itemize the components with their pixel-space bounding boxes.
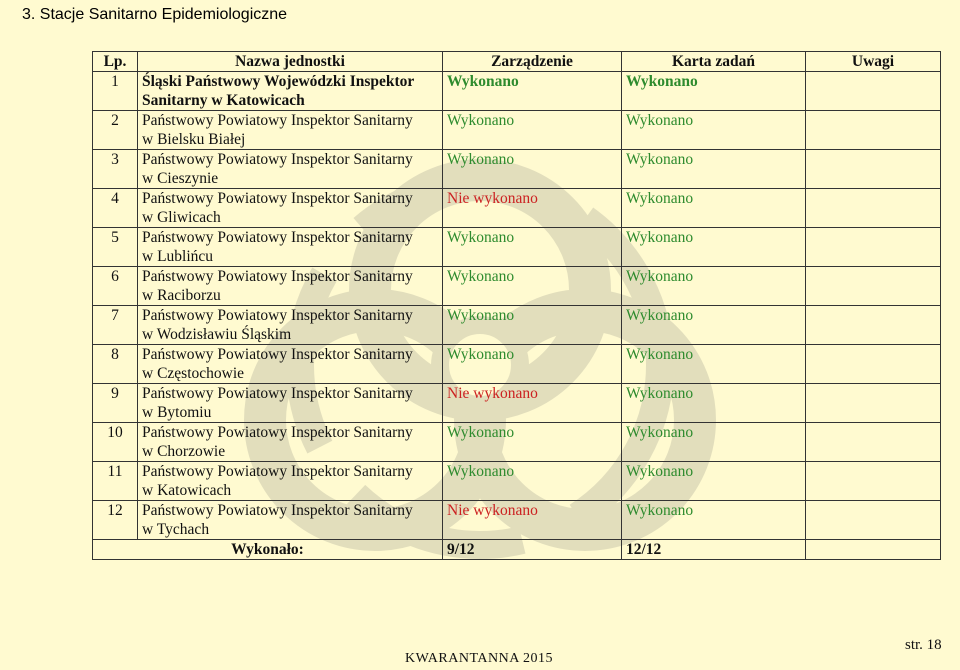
header-name: Nazwa jednostki xyxy=(138,52,443,72)
row-name xyxy=(138,384,443,423)
row-zarzadzenie-status: Wykonano xyxy=(443,72,622,111)
row-name-line2: w Tychach xyxy=(142,521,210,538)
row-name xyxy=(138,345,443,384)
row-lp: 10 xyxy=(93,423,138,462)
header-uwagi: Uwagi xyxy=(806,52,941,72)
summary-row xyxy=(93,540,941,560)
row-name xyxy=(138,228,443,267)
table-row xyxy=(93,267,941,306)
row-karta-status: Wykonano xyxy=(622,228,806,267)
row-name-line2: w Katowicach xyxy=(142,482,232,499)
header-lp: Lp. xyxy=(93,52,138,72)
row-uwagi xyxy=(806,384,941,423)
row-lp: 6 xyxy=(93,267,138,306)
row-name-line1: Państwowy Powiatowy Inspektor Sanitarny xyxy=(142,502,413,519)
row-name xyxy=(138,306,443,345)
row-zarzadzenie-status: Wykonano xyxy=(443,150,622,189)
section-heading: 3. Stacje Sanitarno Epidemiologiczne xyxy=(22,6,288,23)
summary-uwagi xyxy=(806,540,941,560)
summary-karta: 12/12 xyxy=(622,540,806,560)
row-name-line2: w Chorzowie xyxy=(142,443,226,460)
row-name-line1: Państwowy Powiatowy Inspektor Sanitarny xyxy=(142,268,413,285)
row-lp: 5 xyxy=(93,228,138,267)
row-name-line2: w Wodzisławiu Śląskim xyxy=(142,326,292,343)
row-name xyxy=(138,150,443,189)
row-zarzadzenie-status: Wykonano xyxy=(443,423,622,462)
row-name-line2: w Gliwicach xyxy=(142,209,221,226)
row-lp: 4 xyxy=(93,189,138,228)
row-name xyxy=(138,462,443,501)
header-karta: Karta zadań xyxy=(622,52,806,72)
row-lp: 7 xyxy=(93,306,138,345)
row-lp: 12 xyxy=(93,501,138,540)
row-uwagi xyxy=(806,306,941,345)
row-karta-status: Wykonano xyxy=(622,189,806,228)
row-karta-status: Wykonano xyxy=(622,150,806,189)
row-name-line1: Państwowy Powiatowy Inspektor Sanitarny xyxy=(142,229,413,246)
row-name xyxy=(138,501,443,540)
table-row xyxy=(93,111,941,150)
row-zarzadzenie-status: Nie wykonano xyxy=(443,189,622,228)
row-name-line2: Sanitarny w Katowicach xyxy=(142,92,305,109)
row-uwagi xyxy=(806,462,941,501)
row-karta-status: Wykonano xyxy=(622,345,806,384)
row-karta-status: Wykonano xyxy=(622,462,806,501)
table-row xyxy=(93,72,941,111)
table-row xyxy=(93,306,941,345)
row-karta-status: Wykonano xyxy=(622,306,806,345)
summary-zarzadzenie: 9/12 xyxy=(443,540,622,560)
row-uwagi xyxy=(806,267,941,306)
row-uwagi xyxy=(806,111,941,150)
row-name-line1: Śląski Państwowy Wojewódzki Inspektor xyxy=(142,73,415,90)
row-zarzadzenie-status: Nie wykonano xyxy=(443,501,622,540)
row-name-line1: Państwowy Powiatowy Inspektor Sanitarny xyxy=(142,307,413,324)
row-name-line1: Państwowy Powiatowy Inspektor Sanitarny xyxy=(142,346,413,363)
table-row xyxy=(93,345,941,384)
row-name-line1: Państwowy Powiatowy Inspektor Sanitarny xyxy=(142,385,413,402)
table-row xyxy=(93,501,941,540)
row-lp: 1 xyxy=(93,72,138,111)
row-karta-status: Wykonano xyxy=(622,501,806,540)
row-name-line1: Państwowy Powiatowy Inspektor Sanitarny xyxy=(142,151,413,168)
footer-text: KWARANTANNA 2015 xyxy=(405,651,554,666)
row-name-line1: Państwowy Powiatowy Inspektor Sanitarny xyxy=(142,463,413,480)
row-lp: 3 xyxy=(93,150,138,189)
row-lp: 9 xyxy=(93,384,138,423)
row-karta-status: Wykonano xyxy=(622,72,806,111)
row-name-line2: w Cieszynie xyxy=(142,170,219,187)
row-name-line2: w Lublińcu xyxy=(142,248,214,265)
row-karta-status: Wykonano xyxy=(622,111,806,150)
row-lp: 2 xyxy=(93,111,138,150)
row-zarzadzenie-status: Wykonano xyxy=(443,306,622,345)
row-uwagi xyxy=(806,72,941,111)
row-name xyxy=(138,189,443,228)
row-karta-status: Wykonano xyxy=(622,267,806,306)
table-row xyxy=(93,384,941,423)
table-row xyxy=(93,462,941,501)
row-zarzadzenie-status: Nie wykonano xyxy=(443,384,622,423)
table-row xyxy=(93,150,941,189)
row-zarzadzenie-status: Wykonano xyxy=(443,267,622,306)
row-zarzadzenie-status: Wykonano xyxy=(443,462,622,501)
row-name-line1: Państwowy Powiatowy Inspektor Sanitarny xyxy=(142,112,413,129)
row-name xyxy=(138,423,443,462)
row-zarzadzenie-status: Wykonano xyxy=(443,228,622,267)
row-lp: 8 xyxy=(93,345,138,384)
row-karta-status: Wykonano xyxy=(622,423,806,462)
summary-label: Wykonało: xyxy=(93,540,443,560)
row-lp: 11 xyxy=(93,462,138,501)
row-name-line1: Państwowy Powiatowy Inspektor Sanitarny xyxy=(142,424,413,441)
row-name-line2: w Raciborzu xyxy=(142,287,221,304)
row-name xyxy=(138,267,443,306)
row-name-line2: w Częstochowie xyxy=(142,365,245,382)
page-number: str. 18 xyxy=(905,637,942,653)
row-uwagi xyxy=(806,423,941,462)
row-karta-status: Wykonano xyxy=(622,384,806,423)
row-name xyxy=(138,111,443,150)
header-zarzadzenie: Zarządzenie xyxy=(443,52,622,72)
table-row xyxy=(93,423,941,462)
row-name-line2: w Bytomiu xyxy=(142,404,212,421)
table-row xyxy=(93,228,941,267)
row-name-line2: w Bielsku Białej xyxy=(142,131,246,148)
row-uwagi xyxy=(806,189,941,228)
row-name-line1: Państwowy Powiatowy Inspektor Sanitarny xyxy=(142,190,413,207)
row-uwagi xyxy=(806,501,941,540)
table-header-row xyxy=(93,52,941,72)
row-uwagi xyxy=(806,228,941,267)
row-name xyxy=(138,72,443,111)
row-uwagi xyxy=(806,345,941,384)
row-zarzadzenie-status: Wykonano xyxy=(443,345,622,384)
sanitary-stations-table xyxy=(92,51,941,560)
table-row xyxy=(93,189,941,228)
row-zarzadzenie-status: Wykonano xyxy=(443,111,622,150)
row-uwagi xyxy=(806,150,941,189)
